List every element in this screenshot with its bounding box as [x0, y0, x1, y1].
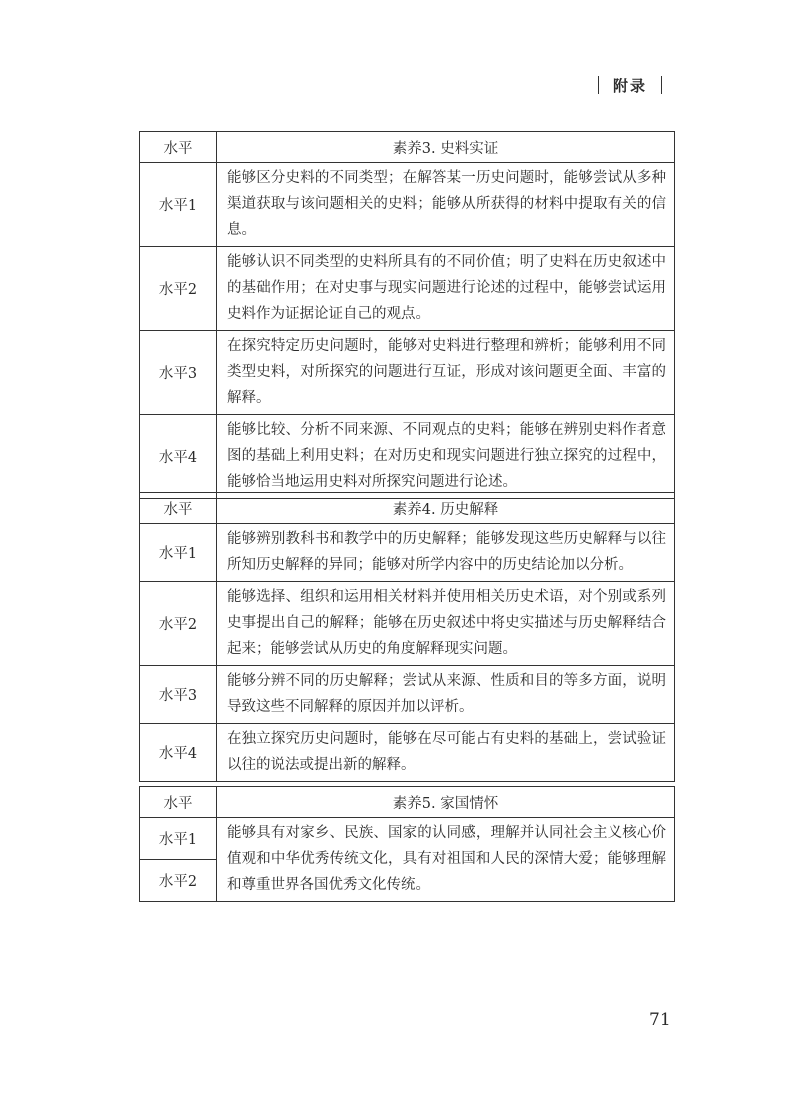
table-row	[140, 582, 675, 666]
table-row	[140, 818, 675, 860]
description-cell: 在探究特定历史问题时，能够对史料进行整理和辨析；能够利用不同类型史料，对所探究的问题进行互证，形成对该问题更全面、丰富的解释。	[217, 331, 675, 415]
header-level: 水平	[140, 132, 217, 163]
table-row	[140, 247, 675, 331]
table-row	[140, 331, 675, 415]
table-header-row	[140, 132, 675, 163]
header-title: 附录	[612, 76, 647, 95]
description-cell: 能够区分史料的不同类型；在解答某一历史问题时，能够尝试从多种渠道获取与该问题相关的史料；能够从所获得的材料中提取有关的信息。	[217, 163, 675, 247]
level-cell: 水平2	[140, 860, 217, 902]
level-cell: 水平4	[140, 415, 217, 499]
level-cell: 水平4	[140, 724, 217, 782]
table-row	[140, 724, 675, 782]
level-cell: 水平1	[140, 524, 217, 582]
running-header	[584, 74, 676, 96]
level-cell: 水平2	[140, 582, 217, 666]
table-row	[140, 666, 675, 724]
header-divider-right	[661, 76, 662, 94]
level-cell: 水平1	[140, 818, 217, 860]
table-literacy-4	[139, 492, 675, 782]
table-row	[140, 524, 675, 582]
header-title: 素养4. 历史解释	[217, 493, 675, 524]
table-header-row	[140, 787, 675, 818]
table-literacy-5	[139, 786, 675, 902]
description-cell: 能够分辨不同的历史解释；尝试从来源、性质和目的等多方面，说明导致这些不同解释的原因并加以评析。	[217, 666, 675, 724]
description-cell: 能够辨别教科书和教学中的历史解释；能够发现这些历史解释与以往所知历史解释的异同；能够对所学内容中的历史结论加以分析。	[217, 524, 675, 582]
table-row	[140, 415, 675, 499]
table-header-row	[140, 493, 675, 524]
table-literacy-3	[139, 131, 675, 499]
description-cell: 能够选择、组织和运用相关材料并使用相关历史术语，对个别或系列史事提出自己的解释；能够在历史叙述中将史实描述与历史解释结合起来；能够尝试从历史的角度解释现实问题。	[217, 582, 675, 666]
header-title: 素养5. 家国情怀	[217, 787, 675, 818]
level-cell: 水平2	[140, 247, 217, 331]
level-cell: 水平1	[140, 163, 217, 247]
header-divider-left	[598, 76, 599, 94]
level-cell: 水平3	[140, 331, 217, 415]
header-level: 水平	[140, 787, 217, 818]
description-cell: 能够认识不同类型的史料所具有的不同价值；明了史料在历史叙述中的基础作用；在对史事与现实问题进行论述的过程中，能够尝试运用史料作为证据论证自己的观点。	[217, 247, 675, 331]
page-number: 71	[649, 1010, 671, 1030]
level-cell: 水平3	[140, 666, 217, 724]
description-cell: 能够具有对家乡、民族、国家的认同感，理解并认同社会主义核心价值观和中华优秀传统文化，具有对祖国和人民的深情大爱；能够理解和尊重世界各国优秀文化传统。	[217, 818, 675, 902]
description-cell: 能够比较、分析不同来源、不同观点的史料；能够在辨别史料作者意图的基础上利用史料；在对历史和现实问题进行独立探究的过程中，能够恰当地运用史料对所探究问题进行论述。	[217, 415, 675, 499]
header-title: 素养3. 史料实证	[217, 132, 675, 163]
description-cell: 在独立探究历史问题时，能够在尽可能占有史料的基础上，尝试验证以往的说法或提出新的解释。	[217, 724, 675, 782]
table-row	[140, 163, 675, 247]
header-level: 水平	[140, 493, 217, 524]
